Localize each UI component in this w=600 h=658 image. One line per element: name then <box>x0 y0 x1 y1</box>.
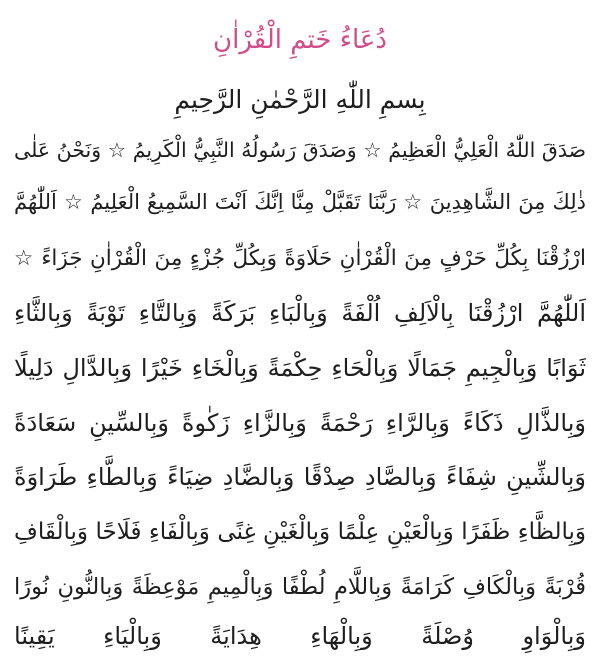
basmala: بِسمِ اللّٰهِ الرَّحْمٰنِ الرَّحِيمِ <box>174 85 426 114</box>
text-line: ذٰلِكَ مِنَ الشَّاهِدِينَ ☆ رَبَّنَا تَقَبَّلْ مِنَّا اِنَّكَ اَنْتَ السَّمِيعُ الْعَلِيمُ ☆ اَللّٰهُمَّ <box>14 190 586 214</box>
text-line-partial: وَبِالْوَاوِ وُصْلَةً وَبِالْهَاءِ هِدَايَةً وَبِالْيَاءِ يَقِينًا <box>14 622 586 650</box>
text-line: صَدَقَ اللّٰهُ الْعَلِيُّ الْعَظِيمُ ☆ وَصَدَقَ رَسُولُهُ النَّبِيُّ الْكَرِيمُ ☆ وَنَحْنُ عَلٰى <box>14 138 586 162</box>
text-line: ثَوَابًا وَبِالْجِيمِ جَمَالًا وَبِالْحَاءِ حِكْمَةً وَبِالْخَاءِ خَيْرًا وَبِالدَّالِ دَلِيلًا <box>14 354 586 382</box>
text-line: قُرْبَةً وَبِالْكَافِ كَرَامَةً وَبِاللَّامِ لُطْفًا وَبِالْمِيمِ مَوْعِظَةً وَبِالنُّونِ نُورًا <box>14 574 586 600</box>
text-line: اَللّٰهُمَّ ارْزُقْنَا بِالْاَلِفِ اُلْفَةً وَبِالْبَاءِ بَرَكَةً وَبِالتَّاءِ تَوْبَةً وَبِالثَّاءِ <box>14 299 586 327</box>
text-line: وَبِالذَّالِ ذَكَاءً وَبِالرَّاءِ رَحْمَةً وَبِالزَّاءِ زَكٰوةً وَبِالسِّينِ سَعَادَةً <box>14 409 586 437</box>
text-line: وَبِالشِّينِ شِفَاءً وَبِالصَّادِ صِدْقًا وَبِالضَّادِ ضِيَاءً وَبِالطَّاءِ طَرَاوَةً <box>14 463 586 491</box>
text-line: وَبِالظَّاءِ ظَفَرًا وَبِالْعَيْنِ عِلْمًا وَبِالْغَيْنِ غِنًى وَبِالْفَاءِ فَلَاحًا وَبِالْقَافِ <box>14 519 586 545</box>
text-line: ارْزُقْنَا بِكُلِّ حَرْفٍ مِنَ الْقُرْاٰنِ حَلَاوَةً وَبِكُلِّ جُزْءٍ مِنَ الْقُرْاٰنِ جَزَاءً ☆ <box>14 246 586 271</box>
page-title: دُعَاءُ خَتمِ الْقُرْاٰنِ <box>213 25 387 55</box>
